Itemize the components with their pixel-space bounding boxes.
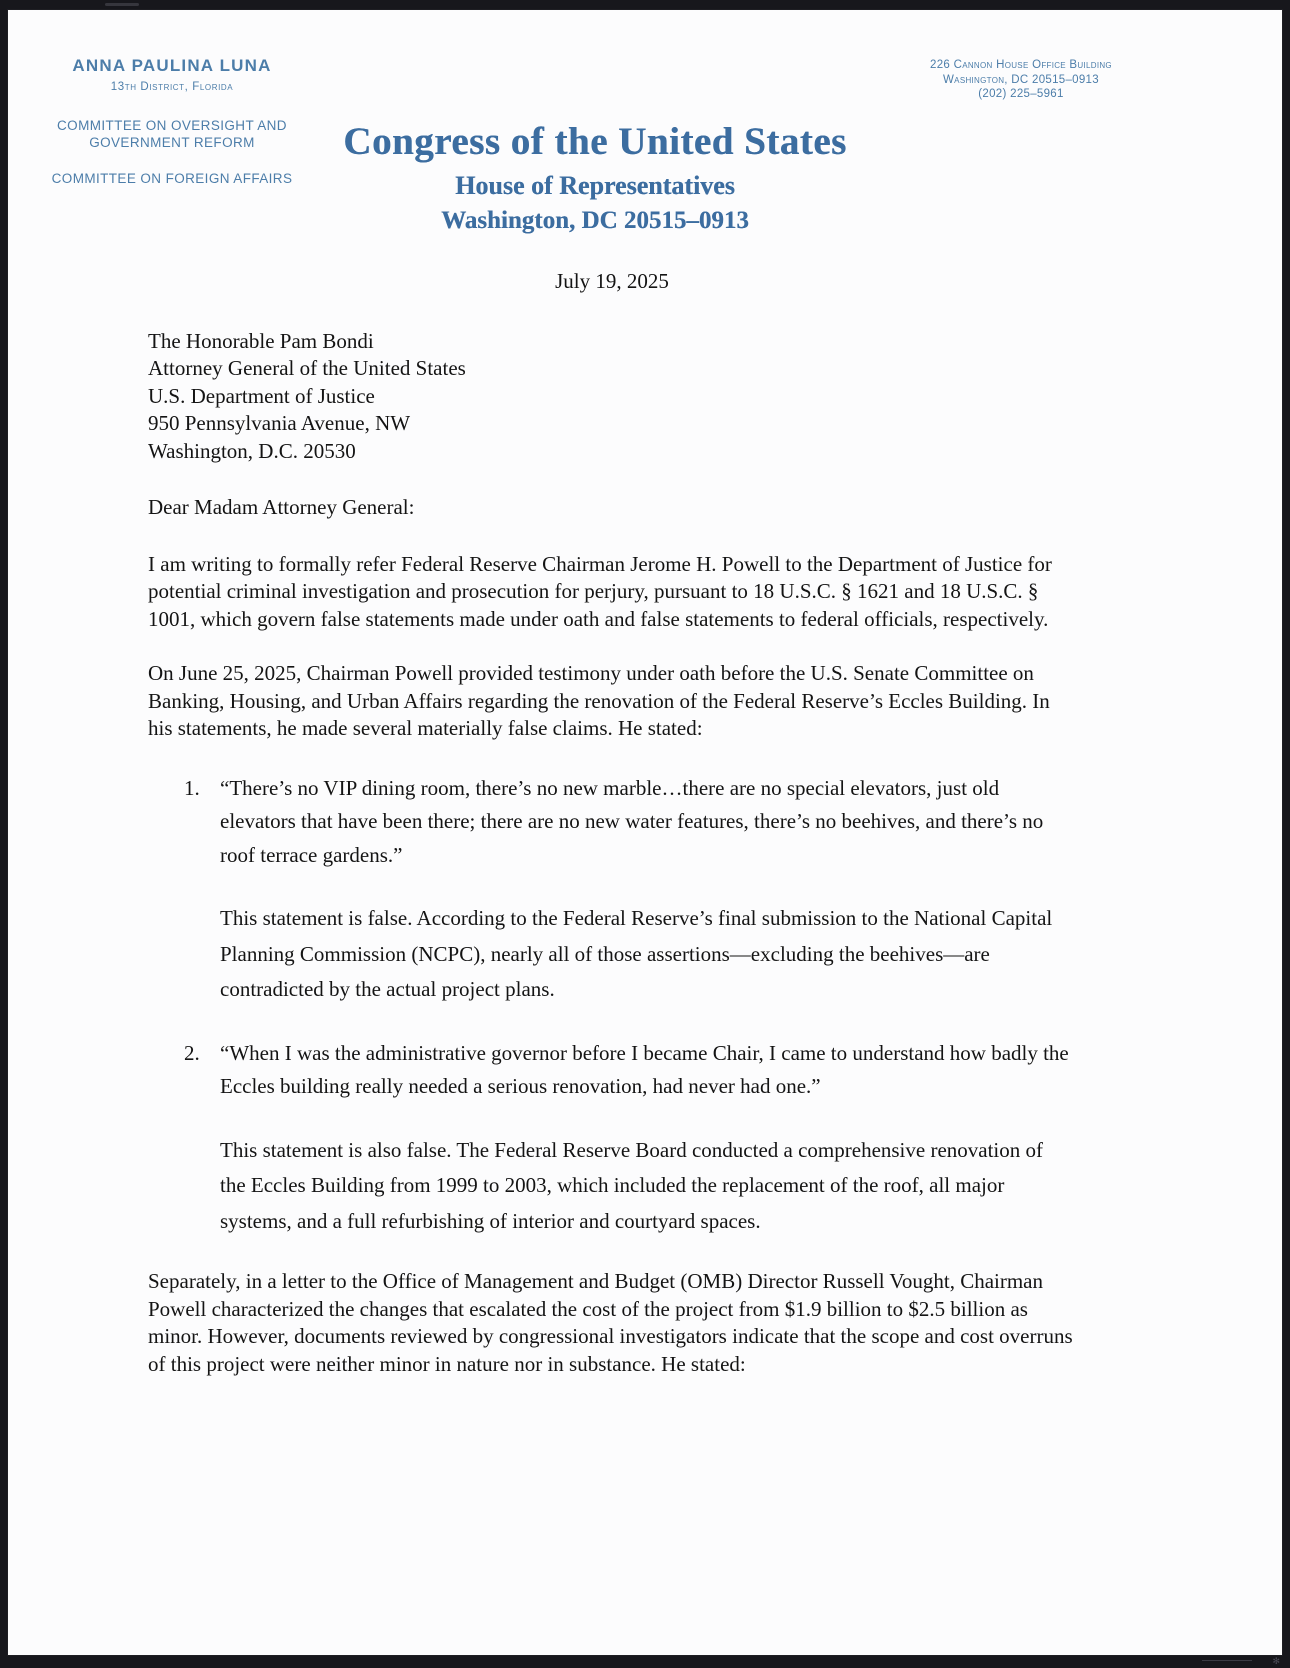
letter-date: July 19, 2025 <box>555 269 669 293</box>
recipient-street: 950 Pennsylvania Avenue, NW <box>148 411 411 435</box>
claim-2-rebuttal: This statement is also false. The Federal Reserve Board conducted a comprehensive renovation of the Eccles Building from 1999 to 2003, which included the replacement of the roof, all major systems, and a full refurbishing of interior and courtyard spaces. <box>220 1137 1044 1233</box>
claim-item-1 <box>148 772 1076 873</box>
committee-foreign-affairs: COMMITTEE ON FOREIGN AFFAIRS <box>51 171 293 186</box>
recipient-name: The Honorable Pam Bondi <box>148 328 374 353</box>
scan-edge-artifact <box>1190 1657 1280 1667</box>
office-phone: (202) 225–5961 <box>978 88 1064 100</box>
scan-smudge <box>105 3 139 6</box>
letterhead-office-block <box>906 58 1136 102</box>
claim-2-number: 2. <box>184 1040 200 1065</box>
committee-oversight: COMMITTEE ON OVERSIGHT AND GOVERNMENT REFORM <box>57 118 287 150</box>
claim-item-2 <box>148 1037 1076 1104</box>
recipient-title: Attorney General of the United States <box>148 356 466 380</box>
claim-1-quote: “There’s no VIP dining room, there’s no new marble…there are no special elevators, just old elevators that have been there; there are no new water features, there’s no beehives, and there’s no roof terrace gardens.” <box>220 775 1044 867</box>
member-name: ANNA PAULINA LUNA <box>72 56 272 75</box>
masthead-location: Washington, DC 20515–0913 <box>441 207 749 234</box>
paragraph-testimony: On June 25, 2025, Chairman Powell provided testimony under oath before the U.S. Senate Committee on Banking, Housing, and Urban Affairs regarding the renovation of the Federal Reserve’s Eccles Building. In his statements, he made several materially false claims. He stated: <box>148 661 1050 740</box>
recipient-address-block <box>148 328 1076 466</box>
member-district: 13th District, Florida <box>110 81 234 93</box>
paragraph-referral: I am writing to formally refer Federal Reserve Chairman Jerome H. Powell to the Department of Justice for potential criminal investigation and prosecution for perjury, pursuant to 18 U.S.C. § 1621 and 18 U.S.C. § 1001, which govern false statements made under oath and false statements to federal officials, respectively. <box>148 551 1052 631</box>
recipient-city: Washington, D.C. 20530 <box>148 438 356 463</box>
salutation: Dear Madam Attorney General: <box>148 495 415 519</box>
claim-1-number: 1. <box>184 775 200 800</box>
edge-dash <box>1202 1660 1252 1661</box>
office-address-line2: Washington, DC 20515–0913 <box>943 73 1099 86</box>
claim-2-quote: “When I was the administrative governor before I became Chair, I came to understand how badly the Eccles building really needed a serious renovation, had never had one.” <box>220 1040 1069 1098</box>
recipient-agency: U.S. Department of Justice <box>148 383 375 408</box>
letter-page <box>8 10 1282 1655</box>
letterhead-masthead <box>8 120 1182 235</box>
edge-glyph: ✻ <box>1272 1657 1280 1667</box>
masthead-title: Congress of the United States <box>343 120 847 163</box>
letter-body <box>148 268 1076 1405</box>
claim-1-rebuttal: This statement is false. According to the Federal Reserve’s final submission to the National Capital Planning Commission (NCPC), nearly all of those assertions—excluding the beehives—are contradicted by the actual project plans. <box>220 906 1053 1001</box>
paragraph-omb-letter: Separately, in a letter to the Office of Management and Budget (OMB) Director Russell Vought, Chairman Powell characterized the changes that escalated the cost of the project from $1.9 billion to $2.5 billion as minor. However, documents reviewed by congressional investigators indicate that the scope and cost overruns of this project were neither minor in nature nor in substance. He stated: <box>148 1269 1073 1376</box>
masthead-chamber: House of Representatives <box>455 171 735 200</box>
office-address-line1: 226 Cannon House Office Building <box>930 59 1112 71</box>
